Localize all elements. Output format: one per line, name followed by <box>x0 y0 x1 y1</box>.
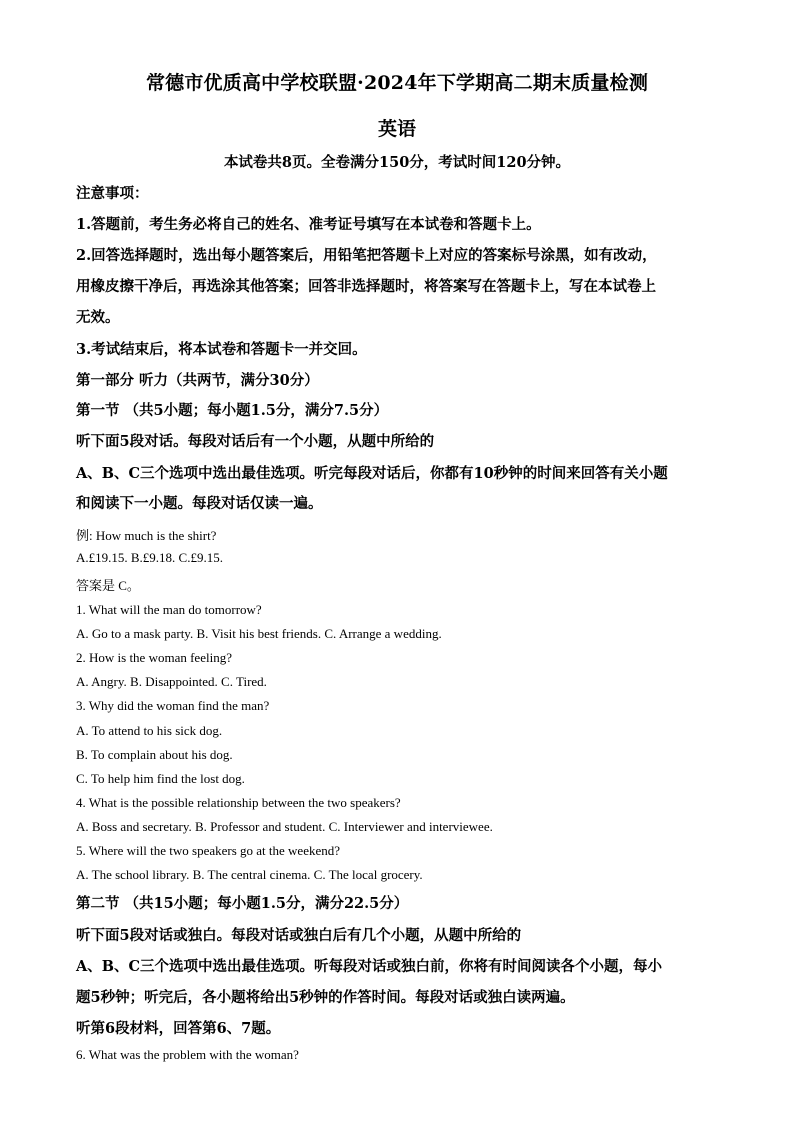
section2-instruction-line-3: 题5秒钟；听完后，各小题将给出5秒钟的作答时间。每段对话或独白读两遍。 <box>76 989 575 1006</box>
part1-heading: 第一部分 听力（共两节，满分30分） <box>76 372 319 389</box>
section1-instruction-line-1: 听下面5段对话。每段对话后有一个小题，从题中所给的 <box>76 433 435 450</box>
notice-item-3: 3.考试结束后，将本试卷和答题卡一并交回。 <box>76 341 367 358</box>
notice-item-2-line-3: 无效。 <box>76 309 120 326</box>
question-3-option-a: A. To attend to his sick dog. <box>76 723 223 738</box>
question-2-options: A. Angry. B. Disappointed. C. Tired. <box>76 674 267 689</box>
question-5-options: A. The school library. B. The central cinema. C. The local grocery. <box>76 867 423 882</box>
question-1: 1. What will the man do tomorrow? <box>76 602 262 617</box>
section1-instruction-line-2: A、B、C三个选项中选出最佳选项。听完每段对话后，你都有10秒钟的时间来回答有关小题 <box>76 465 668 482</box>
section2-heading: 第二节 （共15小题；每小题1.5分，满分22.5分） <box>76 895 409 912</box>
question-3-option-b: B. To complain about his dog. <box>76 747 233 762</box>
question-2: 2. How is the woman feeling? <box>76 650 232 665</box>
question-4-options: A. Boss and secretary. B. Professor and student. C. Interviewer and interviewee. <box>76 819 493 834</box>
notice-item-2-line-2: 用橡皮擦干净后，再选涂其他答案；回答非选择题时，将答案写在答题卡上，写在本试卷上 <box>76 278 656 295</box>
notice-item-1: 1.答题前，考生务必将自己的姓名、准考证号填写在本试卷和答题卡上。 <box>76 216 541 233</box>
subject-title: 英语 <box>377 118 416 140</box>
exam-intro: 本试卷共8页。全卷满分150分，考试时间120分钟。 <box>223 154 571 171</box>
notice-item-2-line-1: 2.回答选择题时，选出每小题答案后，用铅笔把答题卡上对应的答案标号涂黑，如有改动， <box>76 247 657 264</box>
notice-heading: 注意事项： <box>76 185 149 202</box>
example-options: A.£19.15. B.£9.18. C.£9.15. <box>76 550 223 565</box>
exam-title: 常德市优质高中学校联盟·2024年下学期高二期末质量检测 <box>145 72 649 94</box>
section1-heading: 第一节 （共5小题；每小题1.5分，满分7.5分） <box>76 402 389 419</box>
material-6-heading: 听第6段材料，回答第6、7题。 <box>76 1020 281 1037</box>
example-answer: 答案是 C。 <box>76 578 140 593</box>
question-6: 6. What was the problem with the woman? <box>76 1047 299 1062</box>
question-4: 4. What is the possible relationship between the two speakers? <box>76 795 401 810</box>
example-question: 例: How much is the shirt? <box>76 528 217 543</box>
question-3: 3. Why did the woman find the man? <box>76 698 270 713</box>
section2-instruction-line-1: 听下面5段对话或独白。每段对话或独白后有几个小题，从题中所给的 <box>76 927 522 944</box>
question-3-option-c: C. To help him find the lost dog. <box>76 771 245 786</box>
question-5: 5. Where will the two speakers go at the weekend? <box>76 843 340 858</box>
section2-instruction-line-2: A、B、C三个选项中选出最佳选项。听每段对话或独白前，你将有时间阅读各个小题，每小 <box>76 958 663 975</box>
question-1-options: A. Go to a mask party. B. Visit his best friends. C. Arrange a wedding. <box>76 626 442 641</box>
section1-instruction-line-3: 和阅读下一小题。每段对话仅读一遍。 <box>76 495 323 512</box>
